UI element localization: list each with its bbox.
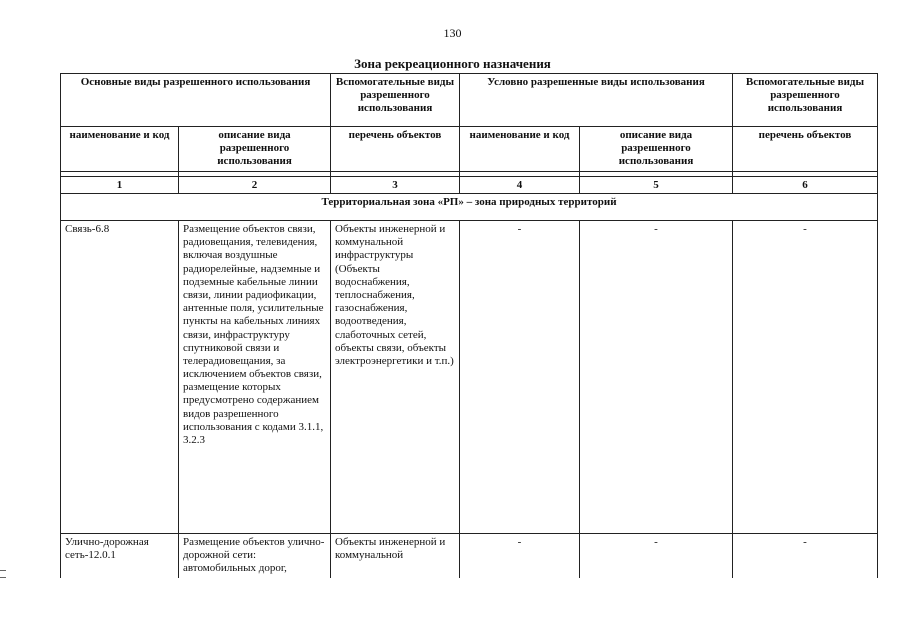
page-number: 130 xyxy=(443,26,462,40)
column-number: 3 xyxy=(331,177,460,194)
zone-title-row xyxy=(61,194,878,221)
column-number: 6 xyxy=(733,177,878,194)
header-main-uses: Основные виды разрешенного использования xyxy=(61,74,331,127)
header-aux-uses-1: Вспомогательные виды разрешенного использования xyxy=(331,74,460,127)
header-description-2: описание вида разрешенного использования xyxy=(580,127,733,172)
column-number: 1 xyxy=(61,177,179,194)
cell-conditional-objects: - xyxy=(733,534,878,579)
cell-name-code: Связь-6.8 xyxy=(61,221,179,534)
header-name-code-2: наименование и код xyxy=(460,127,580,172)
margin-mark xyxy=(0,570,6,578)
column-number: 5 xyxy=(580,177,733,194)
header-description-1: описание вида разрешенного использования xyxy=(179,127,331,172)
cell-objects: Объекты инженерной и коммунальной инфраструктуры (Объекты водоснабжения, теплоснабжения, газоснабжения, водоотведения, слаботочных сетей, объекты связи, объекты электроэнергетики и т.п.) xyxy=(331,221,460,534)
column-number: 2 xyxy=(179,177,331,194)
column-number: 4 xyxy=(460,177,580,194)
header-conditional-uses: Условно разрешенные виды использования xyxy=(460,74,733,127)
cell-conditional-objects: - xyxy=(733,221,878,534)
cell-conditional-description: - xyxy=(580,534,733,579)
zone-title: Территориальная зона «РП» – зона природных территорий xyxy=(61,194,878,221)
cell-name-code: Улично-дорожная сеть-12.0.1 xyxy=(61,534,179,579)
cell-description: Размещение объектов улично-дорожной сети: автомобильных дорог, xyxy=(179,534,331,579)
header-objects-1: перечень объектов xyxy=(331,127,460,172)
header-name-code-1: наименование и код xyxy=(61,127,179,172)
header-objects-2: перечень объектов xyxy=(733,127,878,172)
cell-conditional-name-code: - xyxy=(460,221,580,534)
cell-objects: Объекты инженерной и коммунальной xyxy=(331,534,460,579)
zone-table xyxy=(60,73,878,578)
header-row-columns xyxy=(61,127,878,172)
header-aux-uses-2: Вспомогательные виды разрешенного использования xyxy=(733,74,878,127)
table-row xyxy=(61,534,878,579)
cell-description: Размещение объектов связи, радиовещания, телевидения, включая воздушные радиорелейные, надземные и подземные кабельные линии связи, линии радиофикации, антенные поля, усилительные пункты на кабельных линиях связи, инфраструктуру спутниковой связи и телерадиовещания, за исключением объектов связи, размещение которых предусмотрено содержанием видов разрешенного использования с кодами 3.1.1, 3.2.3 xyxy=(179,221,331,534)
table-row xyxy=(61,221,878,534)
header-row-groups xyxy=(61,74,878,127)
cell-conditional-description: - xyxy=(580,221,733,534)
document-title: Зона рекреационного назначения xyxy=(354,56,551,71)
cell-conditional-name-code: - xyxy=(460,534,580,579)
column-number-row xyxy=(61,177,878,194)
